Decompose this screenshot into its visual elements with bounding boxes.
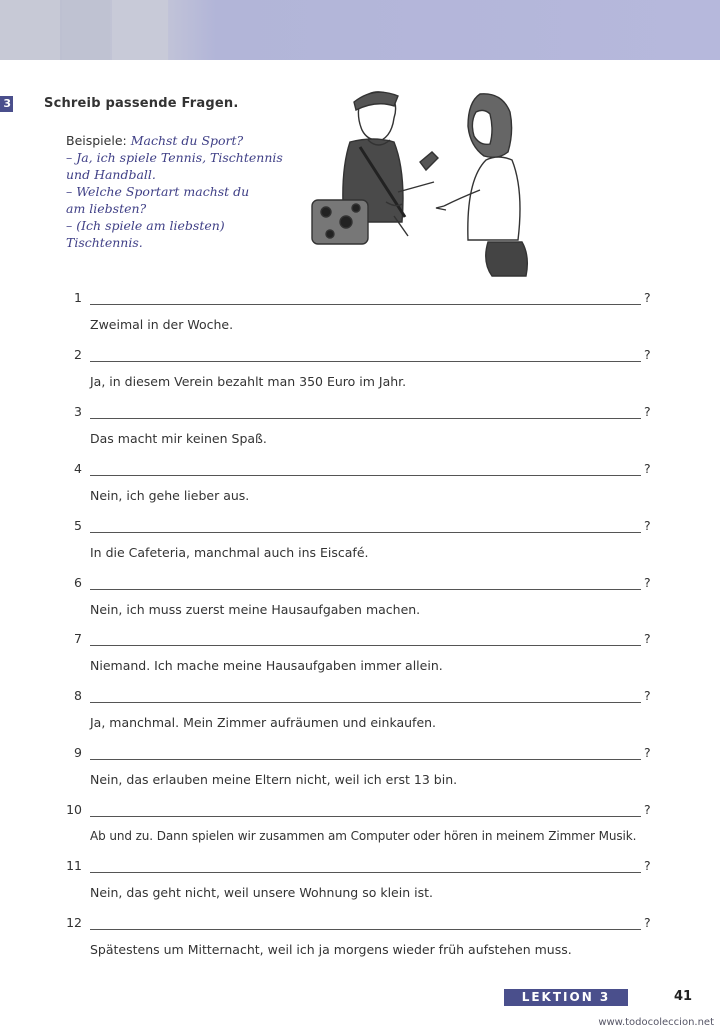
- example-line: – (Ich spiele am liebsten): [66, 218, 225, 233]
- page-number: 41: [674, 989, 693, 1004]
- answer-line[interactable]: [90, 816, 641, 817]
- exercise-item: [60, 290, 660, 346]
- answer-line[interactable]: [90, 361, 641, 362]
- item-answer: Ja, in diesem Verein bezahlt man 350 Euro im Jahr.: [90, 374, 407, 389]
- answer-line[interactable]: [90, 645, 641, 646]
- example-line: und Handball.: [66, 167, 156, 182]
- item-answer: Ab und zu. Dann spielen wir zusammen am Computer oder hören in meinem Zimmer Musik.: [90, 829, 637, 843]
- girl-pointing-figure: [436, 94, 527, 276]
- example-block: [66, 132, 316, 251]
- question-mark: ?: [644, 290, 651, 305]
- item-number: 3: [74, 404, 82, 419]
- question-mark: ?: [644, 404, 651, 419]
- item-number: 8: [74, 688, 82, 703]
- answer-line[interactable]: [90, 759, 641, 760]
- watermark: www.todocoleccion.net: [598, 1017, 714, 1028]
- answer-line[interactable]: [90, 532, 641, 533]
- item-number: 1: [74, 290, 82, 305]
- exercise-number-marker: 3: [0, 96, 13, 112]
- item-number: 4: [74, 461, 82, 476]
- question-mark: ?: [644, 745, 651, 760]
- answer-line[interactable]: [90, 589, 641, 590]
- header-tile: [62, 0, 110, 60]
- item-answer: Ja, manchmal. Mein Zimmer aufräumen und einkaufen.: [90, 715, 437, 730]
- item-answer: Nein, ich muss zuerst meine Hausaufgaben machen.: [90, 602, 421, 617]
- example-question: Machst du Sport?: [130, 133, 244, 148]
- item-number: 12: [66, 915, 82, 930]
- exercise-item: [60, 745, 660, 801]
- answer-line[interactable]: [90, 702, 641, 703]
- exercise-item: [60, 631, 660, 687]
- example-line: – Ja, ich spiele Tennis, Tischtennis: [66, 150, 283, 165]
- item-number: 2: [74, 347, 82, 362]
- exercise-item: [60, 915, 660, 971]
- item-number: 6: [74, 575, 82, 590]
- lesson-tab: LEKTION 3: [504, 989, 628, 1006]
- header-tile: [112, 0, 168, 60]
- exercise-item: [60, 461, 660, 517]
- item-answer: Nein, das erlauben meine Eltern nicht, weil ich erst 13 bin.: [90, 772, 458, 787]
- item-number: 11: [66, 858, 82, 873]
- exercise-item: [60, 688, 660, 744]
- item-number: 5: [74, 518, 82, 533]
- question-mark: ?: [644, 915, 651, 930]
- question-mark: ?: [644, 631, 651, 646]
- question-mark: ?: [644, 688, 651, 703]
- question-mark: ?: [644, 858, 651, 873]
- question-mark: ?: [644, 802, 651, 817]
- item-number: 10: [66, 802, 82, 817]
- answer-line[interactable]: [90, 929, 641, 930]
- item-answer: In die Cafeteria, manchmal auch ins Eiscafé.: [90, 545, 369, 560]
- two-teens-illustration: [290, 82, 540, 282]
- header-tile: [0, 0, 60, 60]
- exercise-item: [60, 518, 660, 574]
- exercise-item: [60, 802, 660, 858]
- answer-line[interactable]: [90, 304, 641, 305]
- example-line: am liebsten?: [66, 201, 147, 216]
- exercise-item: [60, 404, 660, 460]
- example-label: Beispiele:: [66, 133, 127, 148]
- example-line: Tischtennis.: [66, 235, 143, 250]
- question-mark: ?: [644, 347, 651, 362]
- item-number: 7: [74, 631, 82, 646]
- example-line: – Welche Sportart machst du: [66, 184, 250, 199]
- item-answer: Spätestens um Mitternacht, weil ich ja morgens wieder früh aufstehen muss.: [90, 942, 572, 957]
- exercise-instruction: Schreib passende Fragen.: [44, 96, 239, 111]
- item-number: 9: [74, 745, 82, 760]
- answer-line[interactable]: [90, 418, 641, 419]
- item-answer: Zweimal in der Woche.: [90, 317, 234, 332]
- question-mark: ?: [644, 461, 651, 476]
- answer-line[interactable]: [90, 872, 641, 873]
- answer-line[interactable]: [90, 475, 641, 476]
- item-answer: Niemand. Ich mache meine Hausaufgaben immer allein.: [90, 658, 443, 673]
- item-answer: Das macht mir keinen Spaß.: [90, 431, 267, 446]
- example-line: [66, 132, 316, 149]
- exercise-item: [60, 347, 660, 403]
- item-answer: Nein, das geht nicht, weil unsere Wohnung so klein ist.: [90, 885, 433, 900]
- question-mark: ?: [644, 518, 651, 533]
- question-mark: ?: [644, 575, 651, 590]
- header-band: [0, 0, 720, 60]
- item-answer: Nein, ich gehe lieber aus.: [90, 488, 250, 503]
- exercise-item: [60, 575, 660, 631]
- exercise-item: [60, 858, 660, 914]
- girl-with-bag-figure: [312, 92, 438, 244]
